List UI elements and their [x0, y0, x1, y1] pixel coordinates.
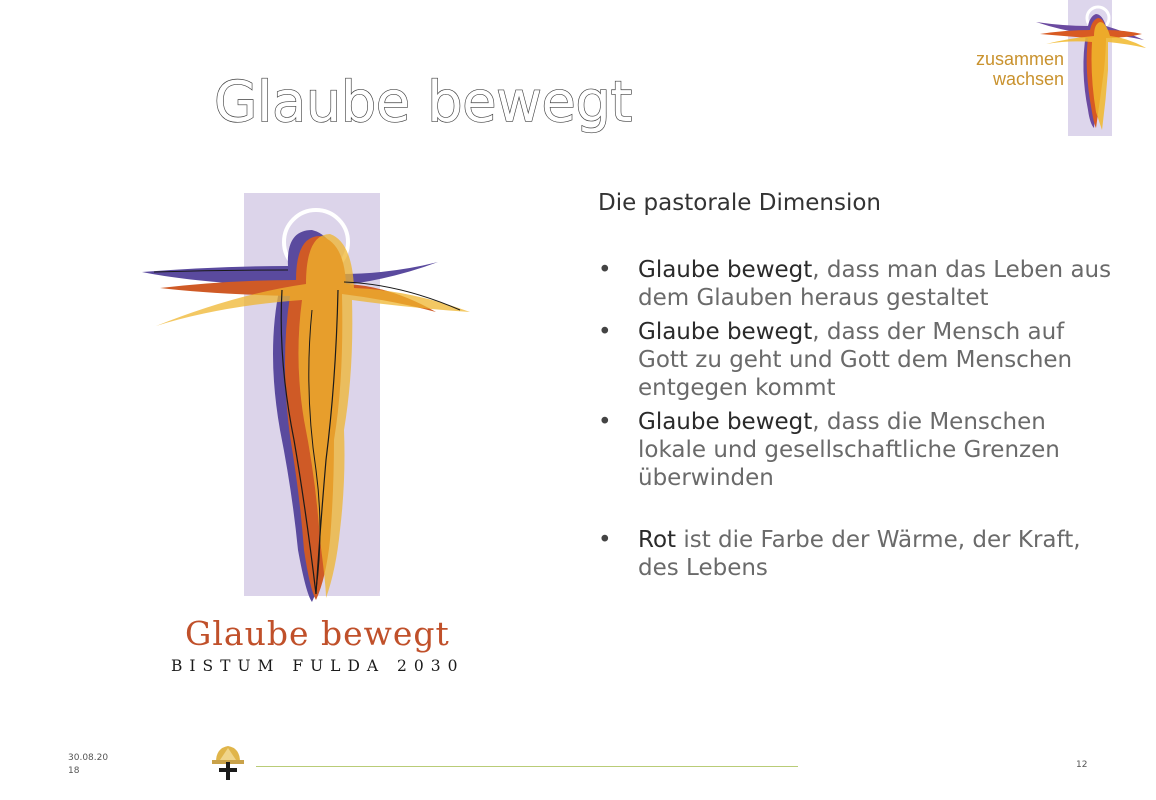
- bullet-item: [598, 318, 1118, 402]
- bullet-item: [598, 408, 1118, 492]
- bullet-text: ist die Farbe der Wärme, der Kraft, des Lebens: [638, 527, 1081, 581]
- bullet-item: [598, 256, 1118, 312]
- corner-logo-text-line2: wachsen: [992, 69, 1064, 89]
- page-number: 12: [1076, 760, 1088, 770]
- logo-subtitle: BISTUM FULDA 2030: [171, 657, 465, 675]
- logo-title: Glaube bewegt: [185, 614, 450, 653]
- corner-logo: [920, 0, 1150, 140]
- corner-logo-text-line1: zusammen: [975, 49, 1064, 69]
- bullet-item: [598, 526, 1118, 582]
- cross-figure-icon: [140, 190, 480, 620]
- diocese-crest-icon: [208, 742, 248, 782]
- footer-divider: [256, 766, 798, 767]
- content-area: [598, 190, 1118, 588]
- footer-date: 30.08.20 18: [68, 753, 109, 776]
- bullet-text: , dass der Mensch auf Gott zu geht und Gott dem Menschen entgegen kommt: [638, 319, 1073, 401]
- section-subtitle: Die pastorale Dimension: [598, 190, 881, 216]
- bullet-text: , dass man das Leben aus dem Glauben heraus gestaltet: [638, 257, 1112, 311]
- main-logo: [140, 190, 480, 620]
- slide-title: Glaube bewegt: [214, 70, 632, 135]
- bullet-keyword: Glaube bewegt: [638, 319, 813, 345]
- bullet-text: , dass die Menschen lokale und gesellschaftliche Grenzen überwinden: [638, 409, 1060, 491]
- bullet-keyword: Rot: [638, 527, 677, 553]
- bullet-keyword: Glaube bewegt: [638, 257, 813, 283]
- bullet-list: [598, 256, 1118, 582]
- bullet-keyword: Glaube bewegt: [638, 409, 813, 435]
